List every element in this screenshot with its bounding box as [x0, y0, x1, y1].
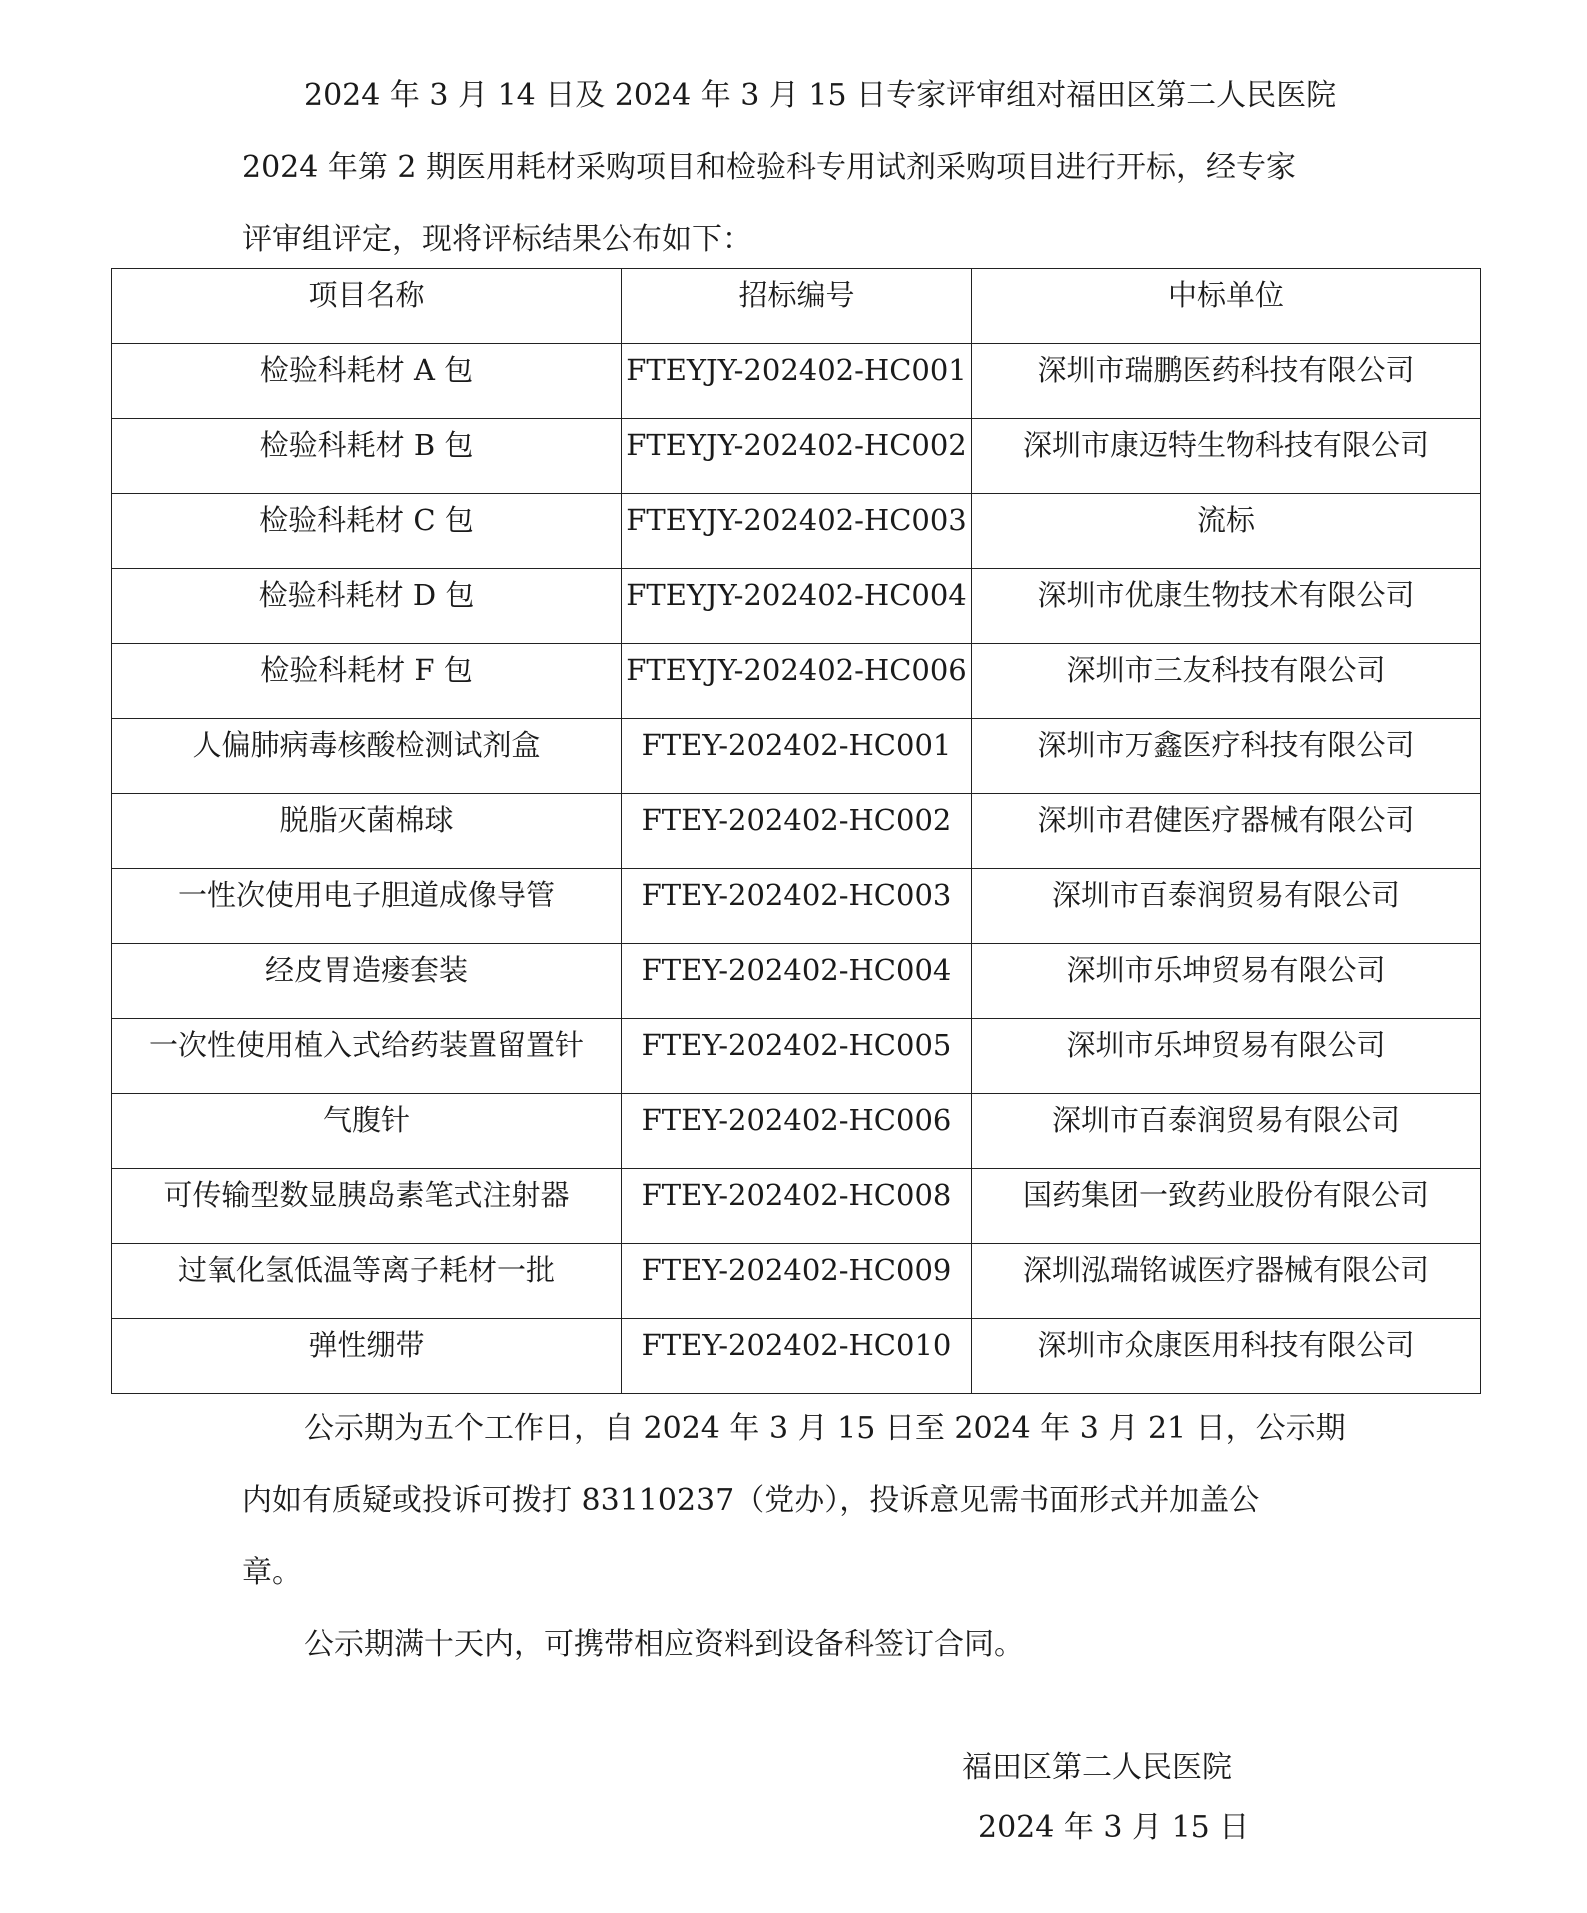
table-row: [112, 644, 1481, 719]
tender-number-cell: FTEYJY-202402-HC002: [622, 419, 972, 494]
header-winning-bidder: 中标单位: [972, 269, 1481, 344]
table-row: [112, 944, 1481, 1019]
project-name-cell: 一性次使用电子胆道成像导管: [112, 869, 622, 944]
winning-bidder-cell: 深圳市乐坤贸易有限公司: [972, 1019, 1481, 1094]
winning-bidder-cell: 深圳市众康医用科技有限公司: [972, 1319, 1481, 1394]
project-name-cell: 经皮胃造瘘套装: [112, 944, 622, 1019]
winning-bidder-cell: 深圳市康迈特生物科技有限公司: [972, 419, 1481, 494]
project-name-cell: 过氧化氢低温等离子耗材一批: [112, 1244, 622, 1319]
header-project-name: 项目名称: [112, 269, 622, 344]
tender-number-cell: FTEY-202402-HC003: [622, 869, 972, 944]
project-name-cell: 脱脂灭菌棉球: [112, 794, 622, 869]
table-row: [112, 1169, 1481, 1244]
project-name-cell: 检验科耗材 C 包: [112, 494, 622, 569]
winning-bidder-cell: 深圳市百泰润贸易有限公司: [972, 869, 1481, 944]
intro-line-2: 2024 年第 2 期医用耗材采购项目和检验科专用试剂采购项目进行开标，经专家: [242, 150, 1297, 185]
contract-paragraph: 公示期满十天内，可携带相应资料到设备科签订合同。: [304, 1627, 1024, 1662]
winning-bidder-cell: 深圳泓瑞铭诚医疗器械有限公司: [972, 1244, 1481, 1319]
tender-number-cell: FTEY-202402-HC001: [622, 719, 972, 794]
notice-line-1: 公示期为五个工作日，自 2024 年 3 月 15 日至 2024 年 3 月 21 日，公示期: [304, 1411, 1346, 1446]
table-row: [112, 794, 1481, 869]
winning-bidder-cell: 深圳市百泰润贸易有限公司: [972, 1094, 1481, 1169]
tender-number-cell: FTEY-202402-HC008: [622, 1169, 972, 1244]
bid-results-table: [111, 268, 1481, 1394]
table-row: [112, 344, 1481, 419]
project-name-cell: 气腹针: [112, 1094, 622, 1169]
winning-bidder-cell: 流标: [972, 494, 1481, 569]
winning-bidder-cell: 国药集团一致药业股份有限公司: [972, 1169, 1481, 1244]
table-row: [112, 869, 1481, 944]
project-name-cell: 检验科耗材 D 包: [112, 569, 622, 644]
winning-bidder-cell: 深圳市优康生物技术有限公司: [972, 569, 1481, 644]
winning-bidder-cell: 深圳市瑞鹏医药科技有限公司: [972, 344, 1481, 419]
notice-paragraph: [242, 1393, 1362, 1609]
tender-number-cell: FTEY-202402-HC005: [622, 1019, 972, 1094]
winning-bidder-cell: 深圳市乐坤贸易有限公司: [972, 944, 1481, 1019]
signature-block: [962, 1738, 1249, 1858]
tender-number-cell: FTEYJY-202402-HC004: [622, 569, 972, 644]
table-row: [112, 1019, 1481, 1094]
project-name-cell: 检验科耗材 A 包: [112, 344, 622, 419]
table-row: [112, 1319, 1481, 1394]
header-tender-number: 招标编号: [622, 269, 972, 344]
project-name-cell: 人偏肺病毒核酸检测试剂盒: [112, 719, 622, 794]
tender-number-cell: FTEY-202402-HC004: [622, 944, 972, 1019]
table-row: [112, 569, 1481, 644]
signature-date: 2024 年 3 月 15 日: [978, 1810, 1250, 1845]
winning-bidder-cell: 深圳市万鑫医疗科技有限公司: [972, 719, 1481, 794]
winning-bidder-cell: 深圳市君健医疗器械有限公司: [972, 794, 1481, 869]
project-name-cell: 弹性绷带: [112, 1319, 622, 1394]
tender-number-cell: FTEY-202402-HC006: [622, 1094, 972, 1169]
table-row: [112, 494, 1481, 569]
table-row: [112, 719, 1481, 794]
table-row: [112, 1094, 1481, 1169]
intro-paragraph: [242, 60, 1362, 276]
tender-number-cell: FTEYJY-202402-HC003: [622, 494, 972, 569]
project-name-cell: 一次性使用植入式给药装置留置针: [112, 1019, 622, 1094]
notice-line-2: 内如有质疑或投诉可拨打 83110237（党办），投诉意见需书面形式并加盖公: [242, 1483, 1260, 1518]
winning-bidder-cell: 深圳市三友科技有限公司: [972, 644, 1481, 719]
project-name-cell: 检验科耗材 B 包: [112, 419, 622, 494]
table-header-row: [112, 269, 1481, 344]
tender-number-cell: FTEYJY-202402-HC001: [622, 344, 972, 419]
intro-line-3: 评审组评定，现将评标结果公布如下：: [242, 222, 752, 257]
project-name-cell: 可传输型数显胰岛素笔式注射器: [112, 1169, 622, 1244]
intro-line-1: 2024 年 3 月 14 日及 2024 年 3 月 15 日专家评审组对福田区第二人民医院: [304, 78, 1337, 113]
tender-number-cell: FTEY-202402-HC010: [622, 1319, 972, 1394]
signature-organization: 福田区第二人民医院: [962, 1750, 1232, 1785]
table-row: [112, 419, 1481, 494]
notice-line-3: 章。: [242, 1555, 302, 1590]
tender-number-cell: FTEYJY-202402-HC006: [622, 644, 972, 719]
table-row: [112, 1244, 1481, 1319]
tender-number-cell: FTEY-202402-HC009: [622, 1244, 972, 1319]
tender-number-cell: FTEY-202402-HC002: [622, 794, 972, 869]
project-name-cell: 检验科耗材 F 包: [112, 644, 622, 719]
